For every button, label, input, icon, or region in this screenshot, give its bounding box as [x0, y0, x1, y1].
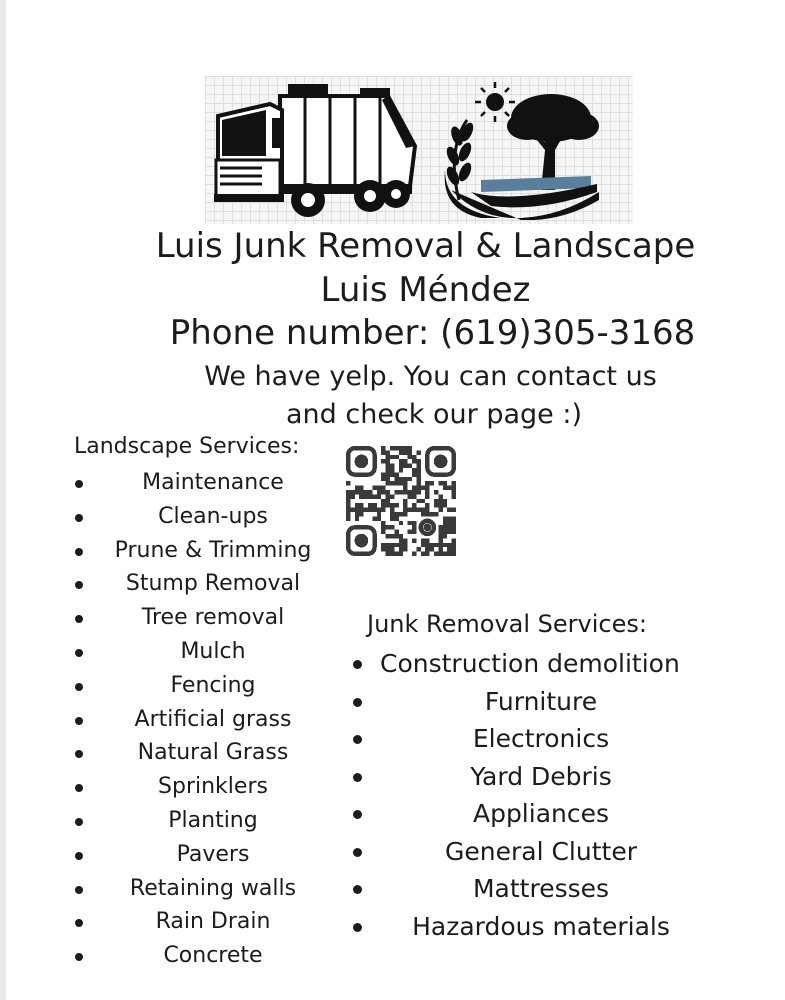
- service-label: Prune & Trimming: [114, 537, 312, 563]
- service-label: Artificial grass: [134, 706, 292, 732]
- list-item: [350, 908, 730, 946]
- service-label: Clean-ups: [158, 503, 268, 529]
- junk-removal-services-list: [350, 645, 730, 945]
- service-label: Tree removal: [141, 605, 285, 631]
- yelp-note-line-1: We have yelp. You can contact us: [204, 361, 657, 392]
- landscape-services-list: [70, 466, 330, 973]
- list-item: [70, 500, 330, 534]
- service-label: Pavers: [176, 841, 250, 867]
- list-item: [70, 905, 330, 939]
- bullet: [75, 581, 83, 589]
- bullet: [75, 953, 83, 961]
- service-label: Maintenance: [142, 470, 284, 495]
- landscape-services-heading: Landscape Services:: [74, 434, 300, 459]
- list-item: [350, 720, 730, 758]
- bullet: [75, 615, 83, 623]
- service-label: Stump Removal: [125, 571, 301, 597]
- bullet: [353, 810, 362, 819]
- service-label: Retaining walls: [129, 875, 297, 901]
- business-title: Luis Junk Removal & Landscape: [155, 226, 696, 266]
- list-item: [350, 683, 730, 721]
- bullet: [353, 848, 362, 857]
- bullet: [353, 885, 362, 894]
- junk-removal-services-heading: Junk Removal Services:: [367, 610, 647, 638]
- logo-banner: [205, 76, 633, 224]
- service-label: General Clutter: [445, 836, 637, 866]
- list-item: [350, 645, 730, 683]
- bullet: [353, 698, 362, 707]
- bullet: [75, 649, 83, 657]
- tree-landscape-icon: [441, 80, 601, 220]
- service-label: Appliances: [472, 799, 610, 828]
- bullet: [75, 852, 83, 860]
- bullet: [353, 660, 362, 669]
- bullet: [75, 514, 83, 522]
- list-item: [70, 534, 330, 568]
- service-label: Construction demolition: [380, 649, 680, 678]
- list-item: [70, 872, 330, 906]
- garbage-truck-icon: [210, 76, 420, 224]
- owner-name: Luis Méndez: [320, 270, 531, 310]
- list-item: [70, 567, 330, 601]
- list-item: [70, 466, 330, 500]
- list-item: [70, 939, 330, 973]
- service-label: Planting: [168, 807, 258, 833]
- list-item: [350, 870, 730, 908]
- service-label: Rain Drain: [155, 909, 271, 935]
- service-label: Furniture: [484, 686, 598, 716]
- list-item: [70, 770, 330, 804]
- service-label: Hazardous materials: [412, 911, 670, 941]
- page-edge: [0, 0, 6, 1000]
- list-item: [70, 703, 330, 737]
- list-item: [350, 795, 730, 833]
- bullet: [75, 886, 83, 894]
- phone-number: Phone number: (619)305-3168: [169, 313, 696, 353]
- list-item: [350, 833, 730, 871]
- bullet: [75, 750, 83, 758]
- bullet: [353, 923, 362, 932]
- list-item: [70, 669, 330, 703]
- bullet: [75, 717, 83, 725]
- service-label: Yard Debris: [470, 761, 612, 791]
- service-label: Electronics: [472, 724, 610, 753]
- bullet: [75, 548, 83, 556]
- bullet: [75, 919, 83, 927]
- bullet: [75, 818, 83, 826]
- service-label: Mattresses: [472, 874, 610, 903]
- service-label: Sprinklers: [158, 774, 268, 800]
- bullet: [353, 735, 362, 744]
- service-label: Mulch: [180, 638, 246, 664]
- bullet: [353, 773, 362, 782]
- bullet: [75, 683, 83, 691]
- list-item: [70, 838, 330, 872]
- list-item: [70, 804, 330, 838]
- list-item: [70, 601, 330, 635]
- list-item: [350, 758, 730, 796]
- list-item: [70, 635, 330, 669]
- service-label: Natural Grass: [137, 740, 289, 766]
- qr-code-icon[interactable]: [346, 446, 456, 556]
- service-label: Fencing: [170, 672, 256, 698]
- service-label: Concrete: [163, 943, 263, 969]
- list-item: [70, 736, 330, 770]
- bullet: [75, 480, 83, 488]
- yelp-note-line-2: and check our page :): [286, 399, 582, 430]
- bullet: [75, 784, 83, 792]
